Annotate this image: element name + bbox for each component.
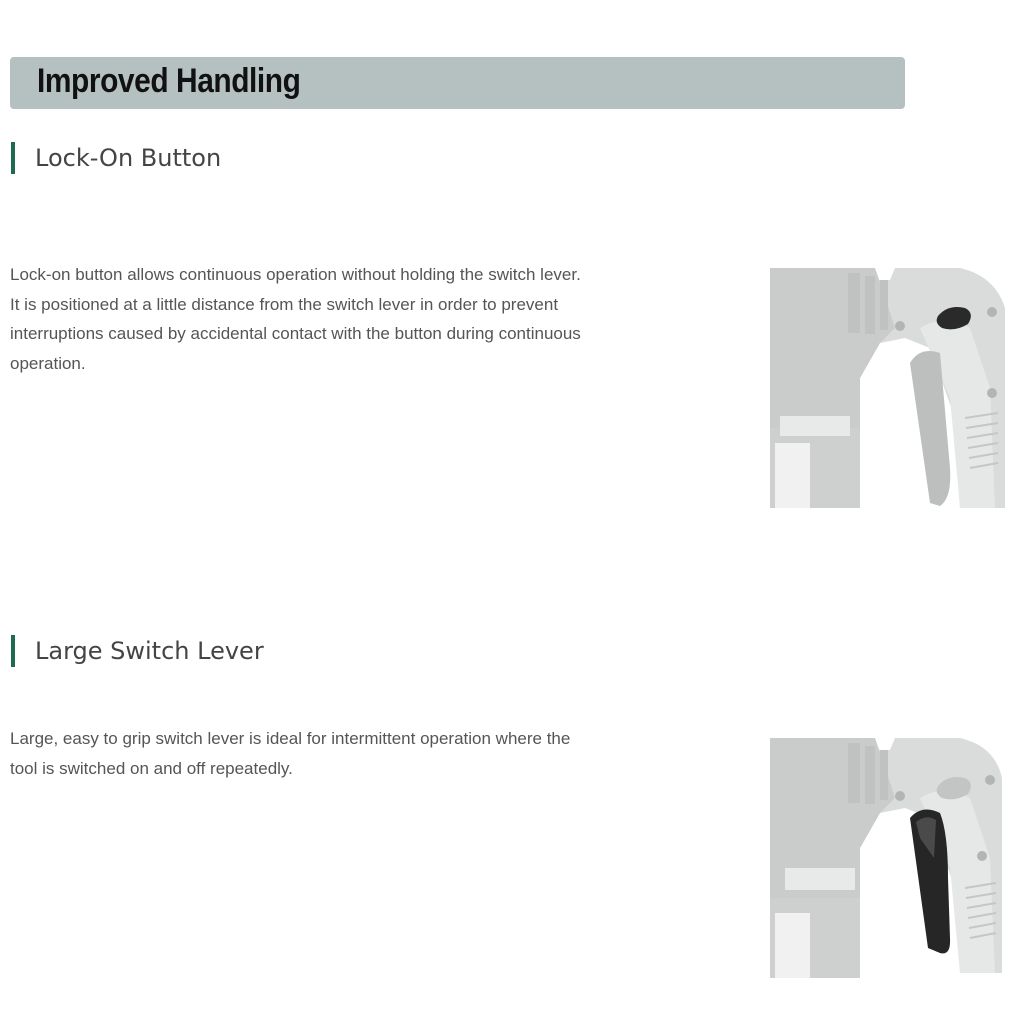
description-line: operation. [10,353,86,373]
description-line: Lock-on button allows continuous operation without holding the switch lever. [10,265,581,284]
section-description [10,260,650,378]
switch-lever-photo [770,738,1010,978]
section-title: Lock-On Button [35,144,222,172]
tool-handle-illustration [770,738,1010,978]
description-line: interruptions caused by accidental contact with the button during continuous [10,324,581,343]
description-line: tool is switched on and off repeatedly. [10,758,293,778]
banner-title: Improved Handling [37,62,301,100]
accent-bar [11,635,15,667]
section-title: Large Switch Lever [35,637,264,665]
lock-on-button-photo [770,268,1010,508]
section-banner [10,57,905,109]
section-description [10,724,650,783]
accent-bar [11,142,15,174]
description-line: Large, easy to grip switch lever is ideal for intermittent operation where the [10,729,571,748]
tool-handle-illustration [770,268,1010,508]
description-line: It is positioned at a little distance from the switch lever in order to prevent [10,294,559,314]
